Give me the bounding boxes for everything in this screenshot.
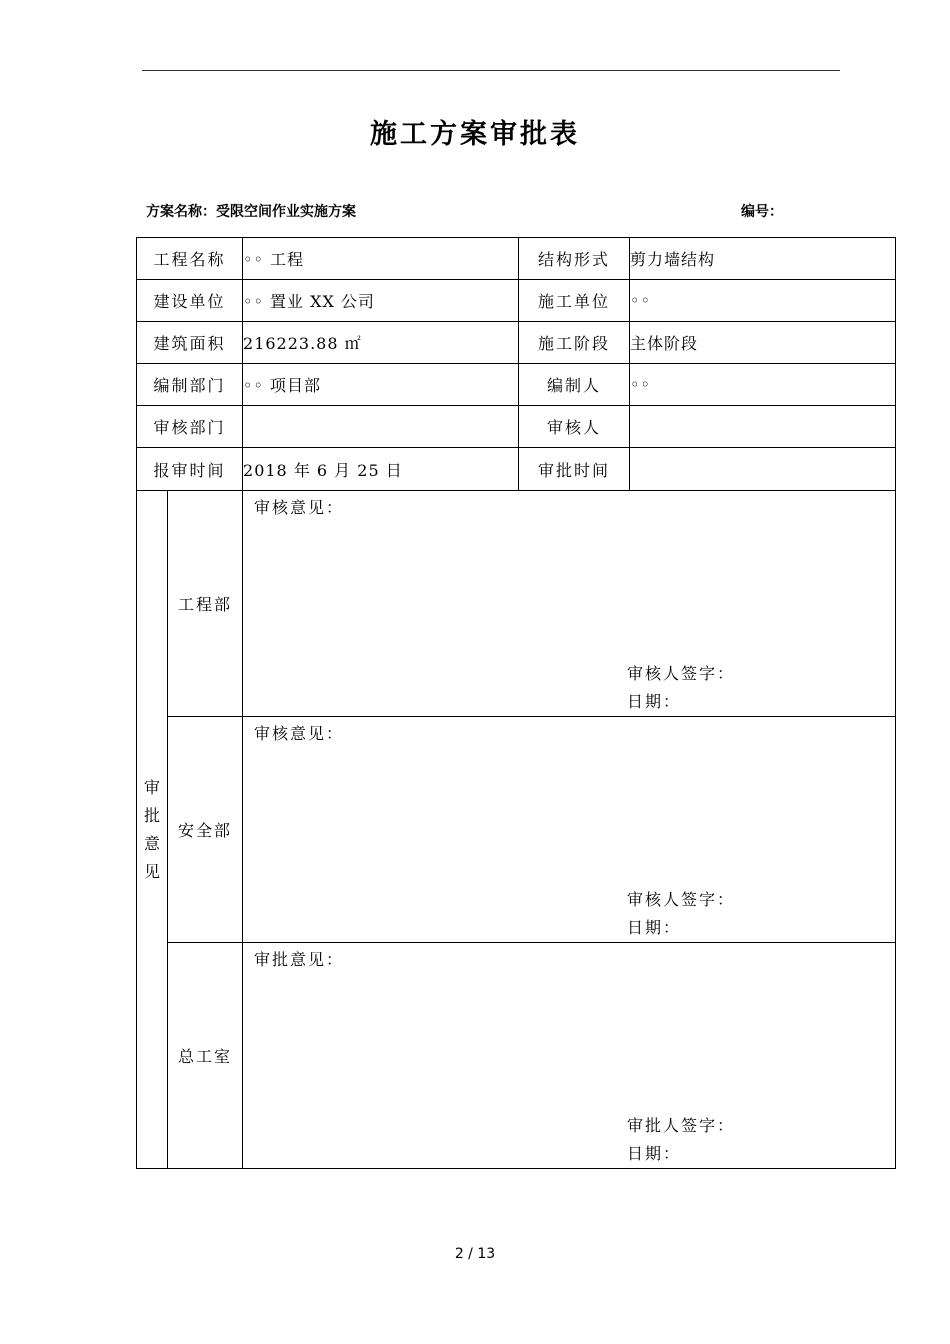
approval-form-table: [136, 237, 896, 1169]
value-contractor: ◦◦: [630, 280, 896, 322]
label-submit-time: 报审时间: [137, 448, 243, 491]
opinion-box-engineering[interactable]: [243, 491, 896, 717]
label-project-name: 工程名称: [137, 238, 243, 280]
page-title: 施工方案审批表: [370, 119, 580, 150]
approval-opinion-text: 审批意见: [144, 777, 161, 881]
signature-label: 审核人签字：: [627, 664, 736, 683]
info-row: [137, 406, 896, 448]
value-approval-time: [630, 448, 896, 491]
dept-engineering: 工程部: [168, 491, 243, 717]
label-structure-type: 结构形式: [519, 238, 630, 280]
label-review-dept: 审核部门: [137, 406, 243, 448]
label-prepared-dept: 编制部门: [137, 364, 243, 406]
value-review-dept: [243, 406, 519, 448]
number-label: 编号：: [741, 204, 783, 220]
label-approval-time: 审批时间: [519, 448, 630, 491]
value-reviewer: [630, 406, 896, 448]
date-label: 日期：: [627, 692, 682, 711]
value-structure-type: 剪力墙结构: [630, 238, 896, 280]
date-label: 日期：: [627, 918, 682, 937]
value-prepared-dept: ◦◦ 项目部: [243, 364, 519, 406]
label-owner: 建设单位: [137, 280, 243, 322]
info-row: [137, 364, 896, 406]
label-reviewer: 审核人: [519, 406, 630, 448]
opinion-label: 审批意见：: [254, 950, 345, 969]
info-row: [137, 238, 896, 280]
dept-chief-engineer: 总工室: [168, 943, 243, 1169]
label-construction-stage: 施工阶段: [519, 322, 630, 364]
page-number: 2 / 13: [454, 1246, 496, 1262]
date-label: 日期：: [627, 1144, 682, 1163]
opinion-box-chief-engineer[interactable]: [243, 943, 896, 1169]
label-building-area: 建筑面积: [137, 322, 243, 364]
review-row: [137, 943, 896, 1169]
opinion-label: 审核意见：: [254, 724, 345, 743]
approval-opinion-label: [137, 491, 168, 1169]
label-contractor: 施工单位: [519, 280, 630, 322]
value-construction-stage: 主体阶段: [630, 322, 896, 364]
review-row: [137, 491, 896, 717]
info-row: [137, 280, 896, 322]
value-building-area: 216223.88 ㎡: [243, 322, 519, 364]
scheme-name: 方案名称：受限空间作业实施方案: [146, 204, 356, 220]
info-row: [137, 322, 896, 364]
info-row: [137, 448, 896, 491]
label-preparer: 编制人: [519, 364, 630, 406]
value-owner: ◦◦ 置业 XX 公司: [243, 280, 519, 322]
value-project-name: ◦◦ 工程: [243, 238, 519, 280]
dept-safety: 安全部: [168, 717, 243, 943]
signature-label: 审核人签字：: [627, 890, 736, 909]
header-rule: [142, 70, 840, 71]
opinion-label: 审核意见：: [254, 498, 345, 517]
value-preparer: ◦◦: [630, 364, 896, 406]
signature-label: 审批人签字：: [627, 1116, 736, 1135]
review-row: [137, 717, 896, 943]
value-submit-time: 2018 年 6 月 25 日: [243, 448, 519, 491]
opinion-box-safety[interactable]: [243, 717, 896, 943]
